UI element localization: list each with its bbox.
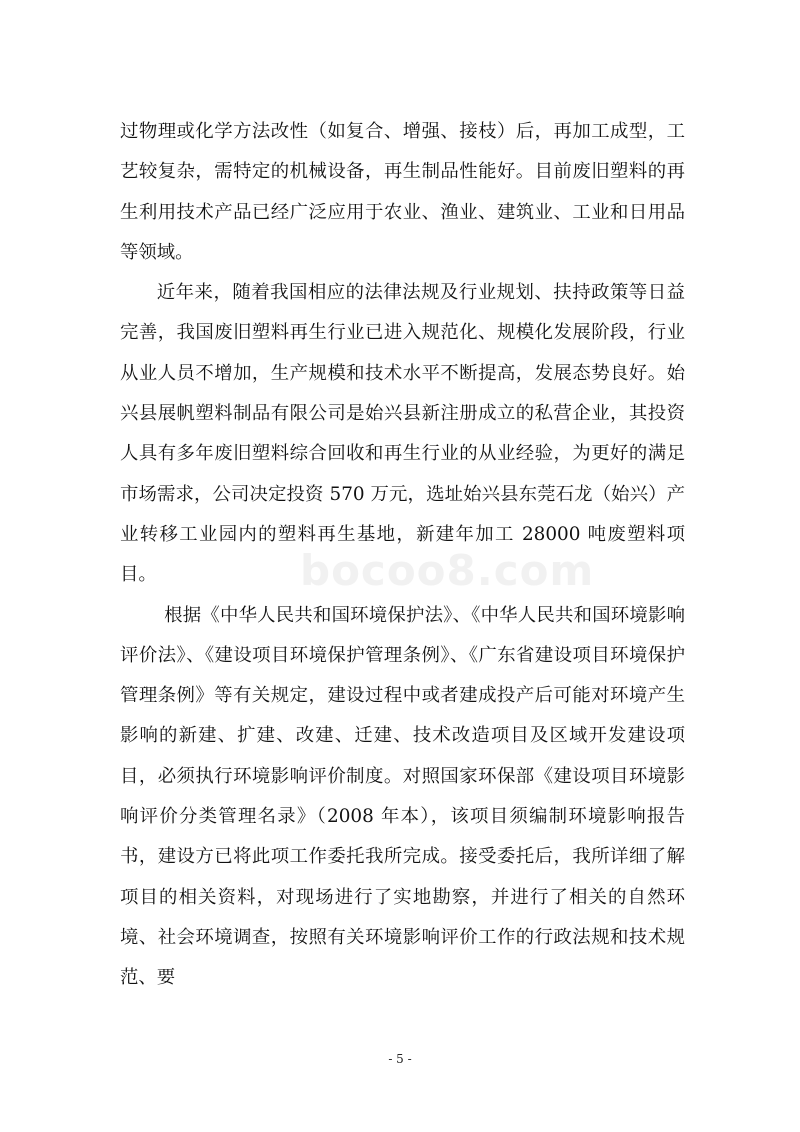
paragraph-continuation: 过物理或化学方法改性（如复合、增强、接枝）后，再加工成型，工艺较复杂，需特定的机械设备，再生制品性能好。目前废旧塑料的再生利用技术产品已经广泛应用于农业、渔业、建筑业、工业和日用品等领域。 — [120, 121, 685, 263]
paragraph-legal-basis: 根据《中华人民共和国环境保护法》、《中华人民共和国环境影响评价法》、《建设项目环境保护管理条例》、《广东省建设项目环境保护管理条例》等有关规定，建设过程中或者建成投产后可能对环境产生影响的新建、扩建、改建、迁建、技术改造项目及区域开发建设项目，必须执行环境影响评价制度。对照国家环保部《建设项目环境影响评价分类管理名录》（2008 年本），该项目须编制环境影响报告书，建设方已将此项工作委托我所完成。接受委托后，我所详细了解项目的相关资料，对现场进行了实地勘察，并进行了相关的自然环境、社会环境调查，按照有关环境影响评价工作的行政法规和技术规范、要 — [120, 604, 685, 989]
paragraph-industry-background: 近年来，随着我国相应的法律法规及行业规划、扶持政策等日益完善，我国废旧塑料再生行业已进入规范化、规模化发展阶段，行业从业人员不增加，生产规模和技术水平不断提高，发展态势良好。始兴县展帆塑料制品有限公司是始兴县新注册成立的私营企业，其投资人具有多年废旧塑料综合回收和再生行业的从业经验，为更好的满足市场需求，公司决定投资 570 万元，选址始兴县东莞石龙（始兴）产业转移工业园内的塑料再生基地，新建年加工 28000 吨废塑料项目。 — [120, 282, 685, 586]
page-number: - 5 - — [388, 1052, 412, 1066]
document-body — [120, 112, 685, 999]
watermark-logo: bocoo8.com — [300, 546, 595, 595]
